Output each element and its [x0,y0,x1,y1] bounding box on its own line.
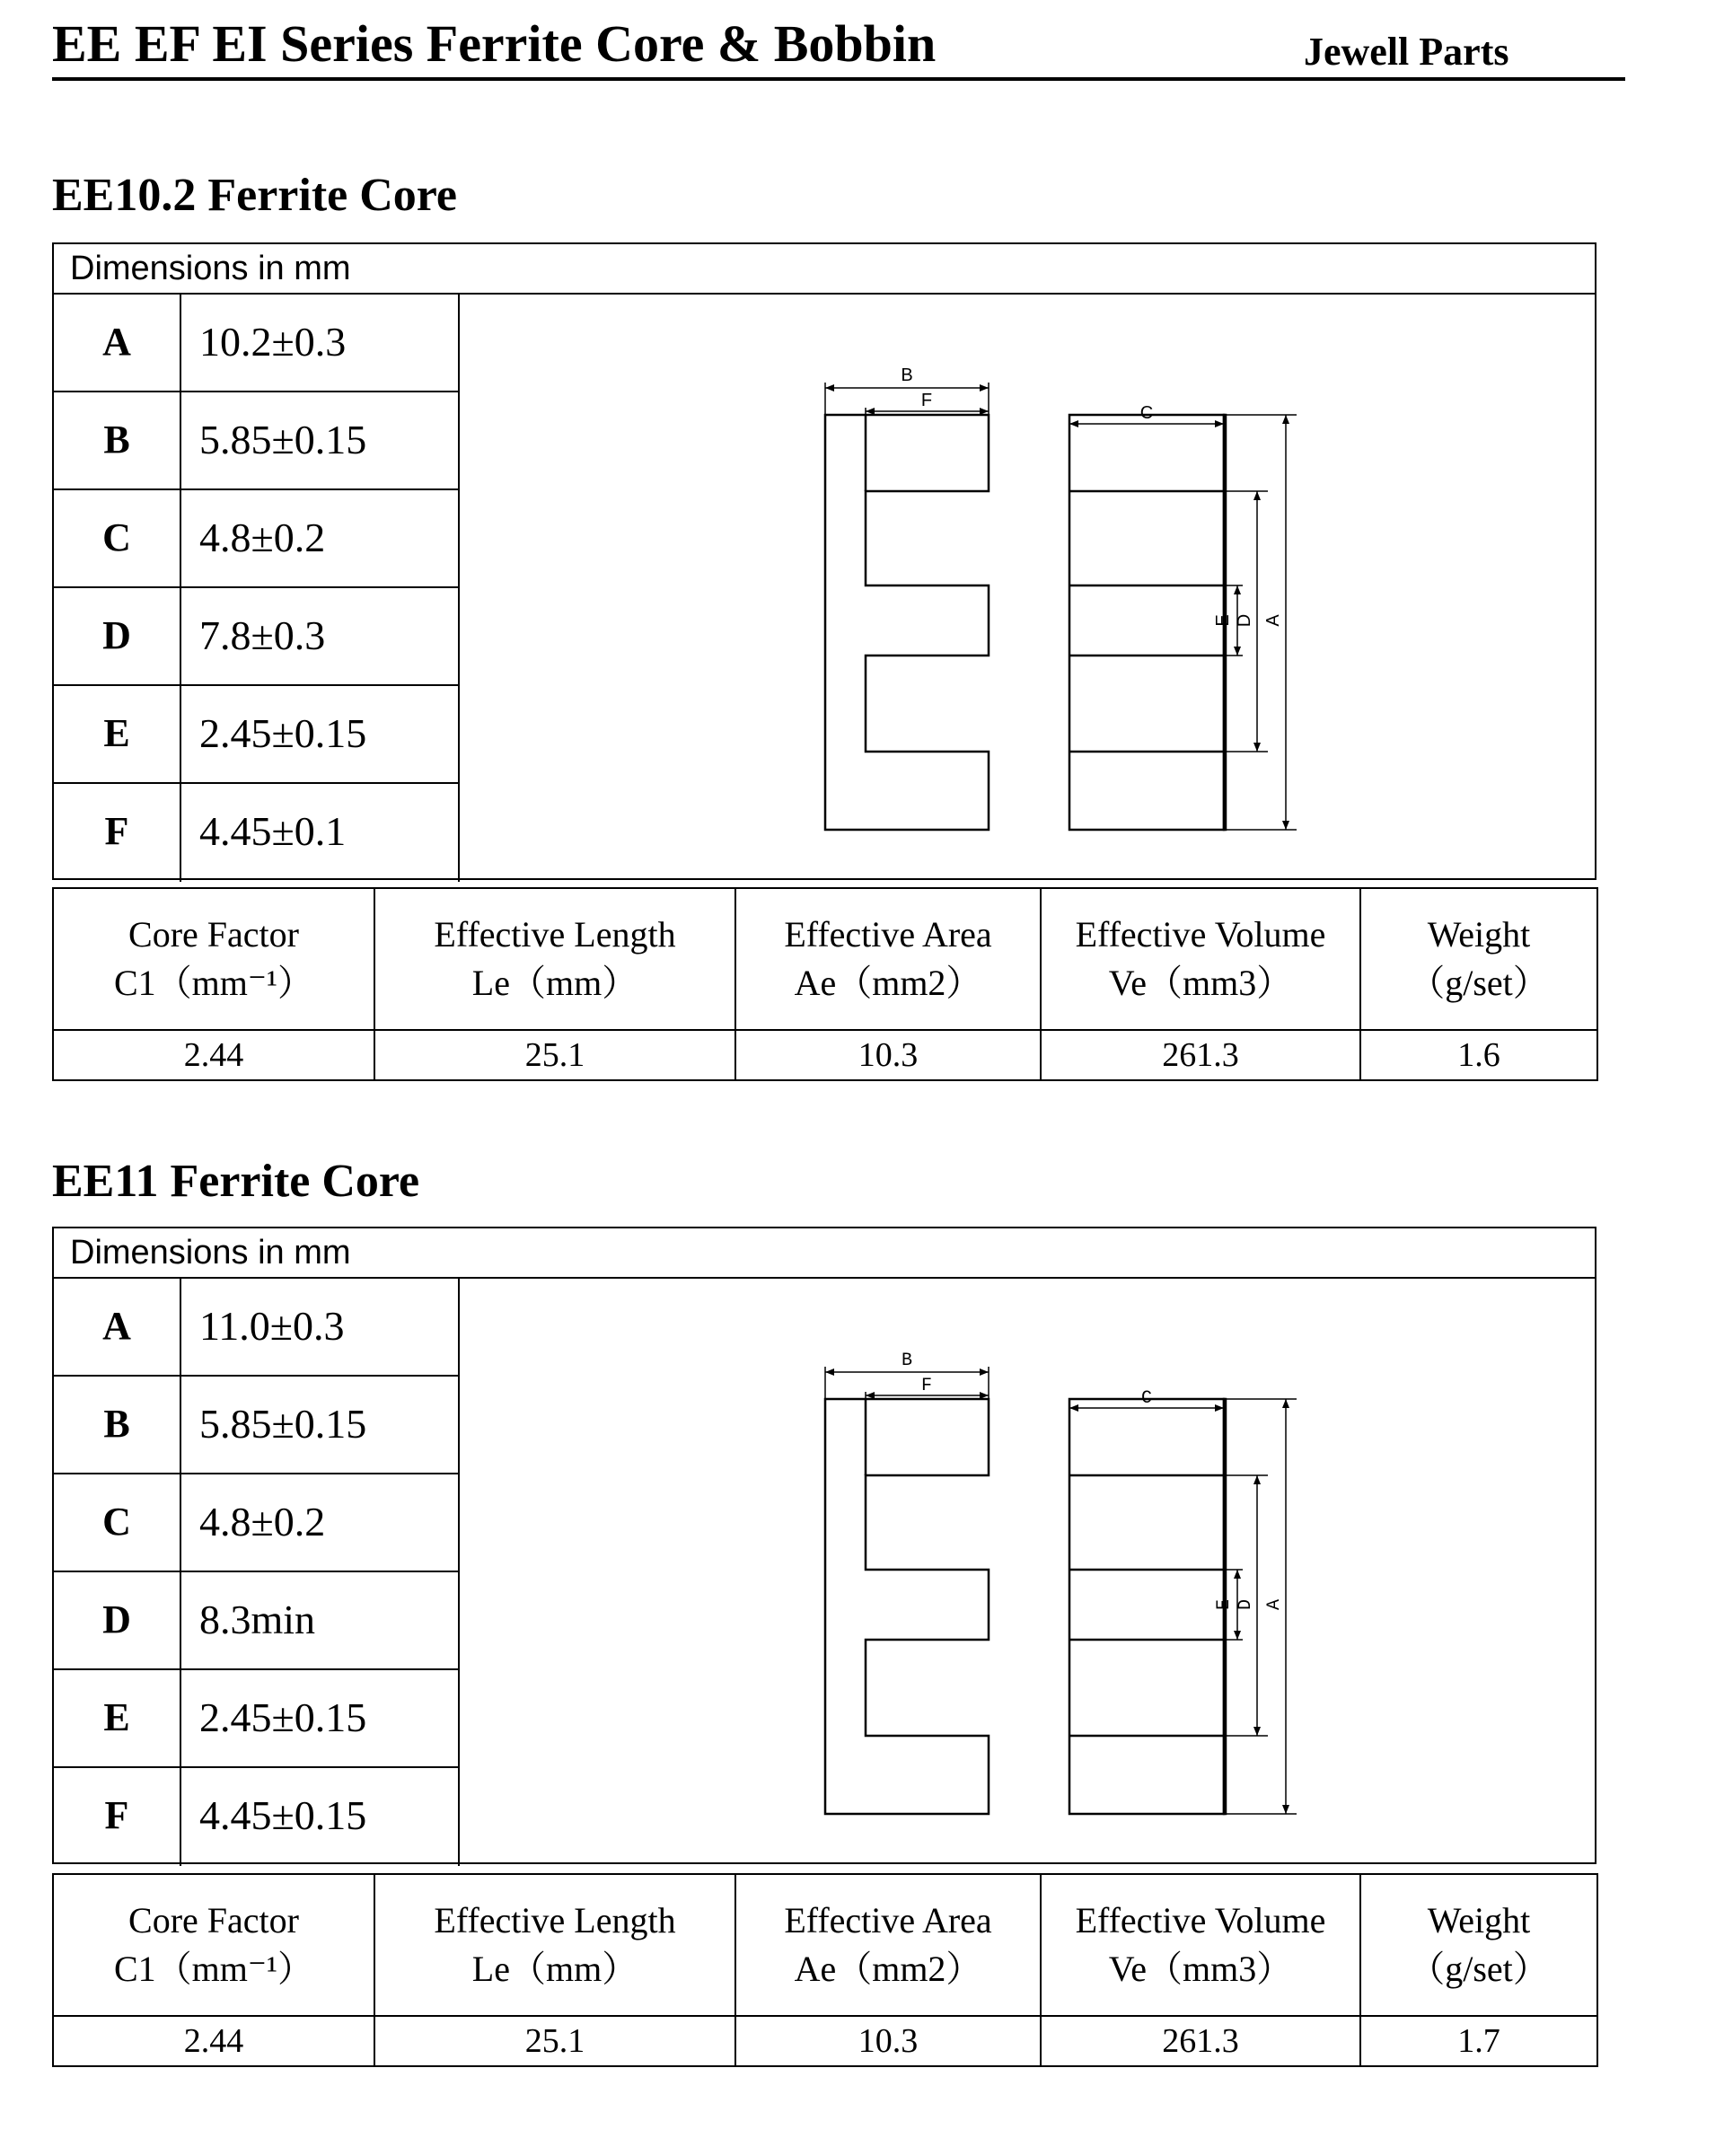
dimension-key: B [54,1377,181,1473]
header-effective-area [735,1874,1041,2016]
value-effective-area: 10.3 [735,1030,1041,1080]
value-weight: 1.6 [1360,1030,1597,1080]
dimension-row-e [54,1670,460,1768]
header-core-factor [53,888,374,1030]
dim-label-e: E [1214,1598,1235,1611]
dimension-value: 4.45±0.15 [181,1768,460,1866]
dimension-row-b [54,1377,460,1474]
properties-table-ee10-2 [52,887,1598,1081]
header-line-1: Effective Length [434,914,676,955]
dimension-key: C [54,490,181,586]
header-line-1: Effective Area [784,914,992,955]
header-line-2: Le（mm） [471,963,638,1003]
value-effective-area: 10.3 [735,2016,1041,2066]
dimension-value: 4.45±0.1 [181,784,460,882]
header-line-2: C1（mm⁻¹） [113,1949,313,1989]
dimension-key: E [54,1670,181,1766]
dimension-value: 11.0±0.3 [181,1279,460,1375]
dim-label-b: B [901,1351,913,1371]
header-line-1: Effective Volume [1075,1900,1326,1940]
dimension-value: 4.8±0.2 [181,490,460,586]
header-effective-area [735,888,1041,1030]
dim-label-f: F [920,391,933,410]
header-line-1: Core Factor [128,1900,299,1940]
dimension-key: E [54,686,181,782]
dimension-key: F [54,784,181,882]
core-drawing-ee10-2 [462,295,1595,880]
dimension-value: 10.2±0.3 [181,295,460,391]
dimension-value: 8.3min [181,1572,460,1668]
dimension-value: 2.45±0.15 [181,686,460,782]
header-line-2: Le（mm） [471,1949,638,1989]
dimension-row-a [54,1279,460,1377]
properties-table-ee11 [52,1873,1598,2067]
header-effective-length [374,888,735,1030]
dim-label-d: D [1235,613,1254,628]
header-line-1: Weight [1427,1900,1531,1940]
dimension-key: B [54,392,181,488]
header-line-2: （g/set） [1409,1949,1549,1989]
header-line-2: Ve（mm3） [1108,1949,1293,1989]
header-core-factor [53,1874,374,2016]
dim-label-a: A [1263,614,1283,627]
value-weight: 1.7 [1360,2016,1597,2066]
dimensions-header: Dimensions in mm [54,244,1595,295]
dimension-value: 5.85±0.15 [181,392,460,488]
dimension-key: D [54,1572,181,1668]
dimension-key: F [54,1768,181,1866]
value-effective-length: 25.1 [374,2016,735,2066]
dim-label-f: F [920,1376,933,1396]
header-line-1: Core Factor [128,914,299,955]
dimensions-block-ee11 [52,1227,1596,1864]
dimension-key: A [54,1279,181,1375]
dimension-key: C [54,1474,181,1571]
header-line-1: Effective Length [434,1900,676,1940]
brand-name: Jewell Parts [1304,30,1509,74]
value-effective-volume: 261.3 [1041,2016,1360,2066]
dimension-value: 4.8±0.2 [181,1474,460,1571]
dimension-row-c [54,490,460,588]
header-effective-volume [1041,1874,1360,2016]
value-effective-length: 25.1 [374,1030,735,1080]
dim-label-c: C [1140,1388,1153,1409]
value-core-factor: 2.44 [53,2016,374,2066]
dimension-value: 7.8±0.3 [181,588,460,684]
header-line-1: Weight [1427,914,1531,955]
dim-label-d: D [1236,1598,1256,1611]
dim-label-a: A [1264,1598,1285,1611]
header-effective-volume [1041,888,1360,1030]
dimension-row-d [54,1572,460,1670]
header-line-2: Ae（mm2） [794,1949,982,1989]
dimension-row-c [54,1474,460,1572]
dim-label-e: E [1213,614,1233,627]
header-weight [1360,888,1597,1030]
header-weight [1360,1874,1597,2016]
dimension-row-f [54,1768,460,1866]
dimension-key: A [54,295,181,391]
header-line-2: Ae（mm2） [794,963,982,1003]
dimension-row-a [54,295,460,392]
value-core-factor: 2.44 [53,1030,374,1080]
dimension-key: D [54,588,181,684]
header-line-1: Effective Area [784,1900,992,1940]
dimensions-block-ee10-2 [52,242,1596,880]
document-title: EE EF EI Series Ferrite Core & Bobbin [52,14,937,73]
dimension-value: 5.85±0.15 [181,1377,460,1473]
header-rule [52,77,1625,81]
section-title-ee11: EE11 Ferrite Core [52,1156,420,1207]
header-line-2: （g/set） [1409,963,1549,1003]
value-effective-volume: 261.3 [1041,1030,1360,1080]
dim-label-b: B [901,365,913,385]
dimension-value: 2.45±0.15 [181,1670,460,1766]
dimensions-header: Dimensions in mm [54,1228,1595,1279]
header-line-2: C1（mm⁻¹） [113,963,313,1003]
core-drawing-ee11 [462,1279,1595,1864]
dimension-row-b [54,392,460,490]
header-line-1: Effective Volume [1075,914,1326,955]
dim-label-c: C [1139,403,1154,423]
section-title-ee10-2: EE10.2 Ferrite Core [52,170,457,221]
dimension-row-e [54,686,460,784]
dimension-row-d [54,588,460,686]
header-line-2: Ve（mm3） [1108,963,1293,1003]
header-effective-length [374,1874,735,2016]
dimension-row-f [54,784,460,882]
